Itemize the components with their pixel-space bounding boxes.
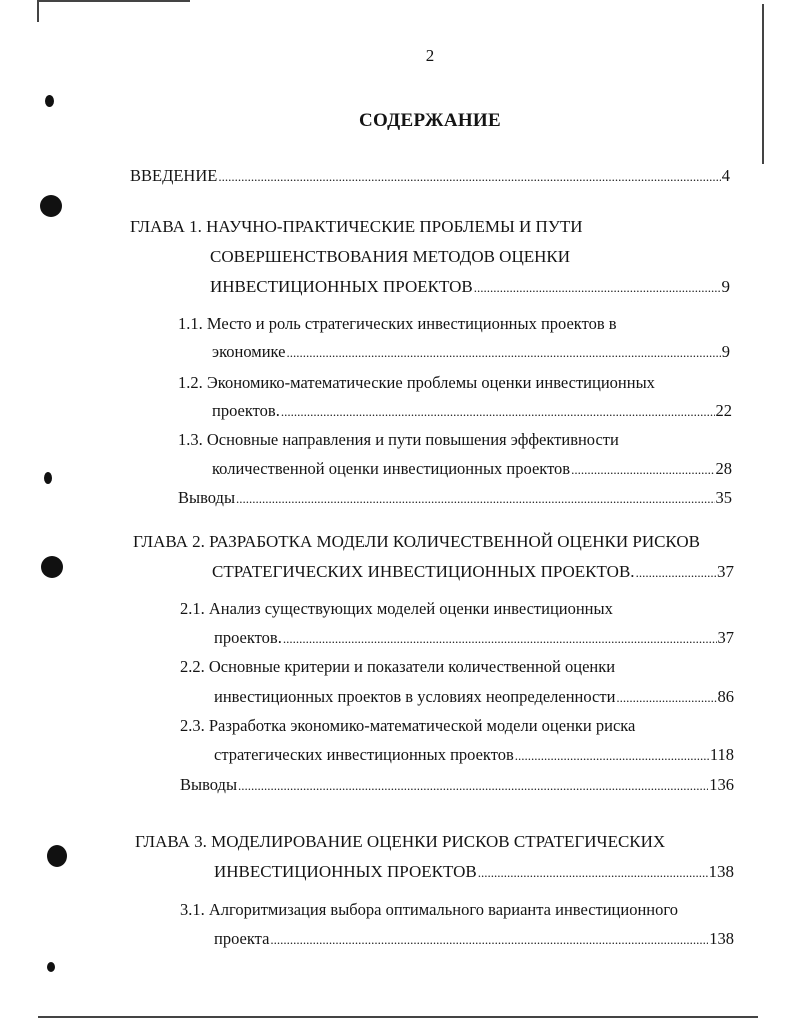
toc-page-number: 22: [715, 401, 732, 420]
leader-dots: [238, 778, 708, 794]
leader-dots: [218, 169, 720, 185]
toc-section-2-3[interactable]: 2.3. Разработка экономико-математической модели оценки риска: [180, 716, 636, 735]
leader-dots: [286, 345, 720, 361]
toc-chapter-2-title[interactable]: ГЛАВА 2. РАЗРАБОТКА МОДЕЛИ КОЛИЧЕСТВЕННОЙ ОЦЕНКИ РИСКОВ: [133, 532, 700, 551]
toc-section-3-1[interactable]: 3.1. Алгоритмизация выбора оптимального варианта инвестиционного: [180, 900, 678, 919]
toc-entry-label: количественной оценки инвестиционных проектов: [212, 459, 571, 478]
toc-chapter-2[interactable]: [212, 562, 734, 582]
scan-edge-top: [38, 0, 190, 2]
toc-page-number: 4: [721, 166, 730, 185]
toc-entry-label: СТРАТЕГИЧЕСКИХ ИНВЕСТИЦИОННЫХ ПРОЕКТОВ.: [212, 562, 635, 581]
leader-dots: [474, 280, 721, 296]
punch-hole-icon: [40, 195, 62, 217]
toc-page-number: 35: [715, 488, 732, 507]
toc-entry-label: проекта: [214, 929, 270, 948]
toc-section-1-2[interactable]: 1.2. Экономико-математические проблемы оценки инвестиционных: [178, 373, 655, 392]
scan-edge-bottom: [38, 1016, 758, 1018]
toc-section-1-1[interactable]: 1.1. Место и роль стратегических инвестиционных проектов в: [178, 314, 617, 333]
toc-intro[interactable]: [130, 166, 730, 186]
leader-dots: [636, 565, 716, 581]
toc-page-number: 28: [715, 459, 732, 478]
toc-section-2-2[interactable]: 2.2. Основные критерии и показатели количественной оценки: [180, 657, 616, 676]
toc-chapter-1-title: СОВЕРШЕНСТВОВАНИЯ МЕТОДОВ ОЦЕНКИ: [210, 247, 571, 266]
toc-page-number: 138: [709, 929, 734, 948]
toc-entry-label: проектов.: [214, 628, 282, 647]
leader-dots: [270, 932, 708, 948]
page-title: СОДЕРЖАНИЕ: [359, 110, 501, 131]
punch-hole-icon: [44, 472, 52, 484]
toc-entry-label: инвестиционных проектов в условиях неопределенности: [214, 687, 616, 706]
leader-dots: [571, 462, 714, 478]
toc-section-1-3[interactable]: [212, 459, 732, 479]
page-number: 2: [425, 46, 435, 65]
toc-entry-label: проектов.: [212, 401, 280, 420]
leader-dots: [515, 748, 709, 764]
toc-entry-label: ВВЕДЕНИЕ: [130, 166, 218, 185]
toc-entry-label: ИНВЕСТИЦИОННЫХ ПРОЕКТОВ: [210, 277, 473, 296]
leader-dots: [283, 631, 717, 647]
toc-chapter-1[interactable]: [210, 277, 730, 297]
toc-conclusions-2[interactable]: [180, 775, 734, 795]
leader-dots: [478, 865, 708, 881]
toc-section-2-3[interactable]: [214, 745, 734, 765]
punch-hole-icon: [47, 962, 55, 972]
toc-section-2-2[interactable]: [214, 687, 734, 707]
toc-chapter-3[interactable]: [214, 862, 734, 882]
toc-page-number: 136: [709, 775, 734, 794]
toc-entry-label: стратегических инвестиционных проектов: [214, 745, 514, 764]
toc-section-1-3[interactable]: 1.3. Основные направления и пути повышения эффективности: [178, 430, 619, 449]
toc-section-3-1[interactable]: [214, 929, 734, 949]
scan-edge-left: [37, 0, 39, 22]
toc-section-2-1[interactable]: 2.1. Анализ существующих моделей оценки инвестиционных: [180, 599, 613, 618]
toc-entry-label: Выводы: [178, 488, 236, 507]
toc-conclusions-1[interactable]: [178, 488, 732, 508]
scan-edge-right: [762, 4, 764, 164]
toc-page-number: 9: [721, 342, 730, 361]
toc-entry-label: ИНВЕСТИЦИОННЫХ ПРОЕКТОВ: [214, 862, 477, 881]
toc-section-1-2[interactable]: [212, 401, 732, 421]
toc-chapter-1-title[interactable]: ГЛАВА 1. НАУЧНО-ПРАКТИЧЕСКИЕ ПРОБЛЕМЫ И ПУТИ: [130, 217, 583, 236]
punch-hole-icon: [45, 95, 54, 107]
toc-page-number: 9: [721, 277, 730, 296]
leader-dots: [236, 491, 714, 507]
leader-dots: [281, 404, 715, 420]
toc-page-number: 37: [717, 562, 734, 581]
punch-hole-icon: [47, 845, 67, 867]
toc-section-2-1[interactable]: [214, 628, 734, 648]
toc-section-1-1[interactable]: [212, 342, 730, 362]
toc-page-number: 138: [708, 862, 734, 881]
toc-chapter-3-title[interactable]: ГЛАВА 3. МОДЕЛИРОВАНИЕ ОЦЕНКИ РИСКОВ СТРАТЕГИЧЕСКИХ: [135, 832, 666, 851]
leader-dots: [616, 690, 716, 706]
punch-hole-icon: [41, 556, 63, 578]
toc-page-number: 86: [717, 687, 734, 706]
toc-entry-label: экономике: [212, 342, 286, 361]
toc-entry-label: Выводы: [180, 775, 238, 794]
toc-page-number: 118: [709, 745, 734, 764]
toc-page-number: 37: [717, 628, 734, 647]
